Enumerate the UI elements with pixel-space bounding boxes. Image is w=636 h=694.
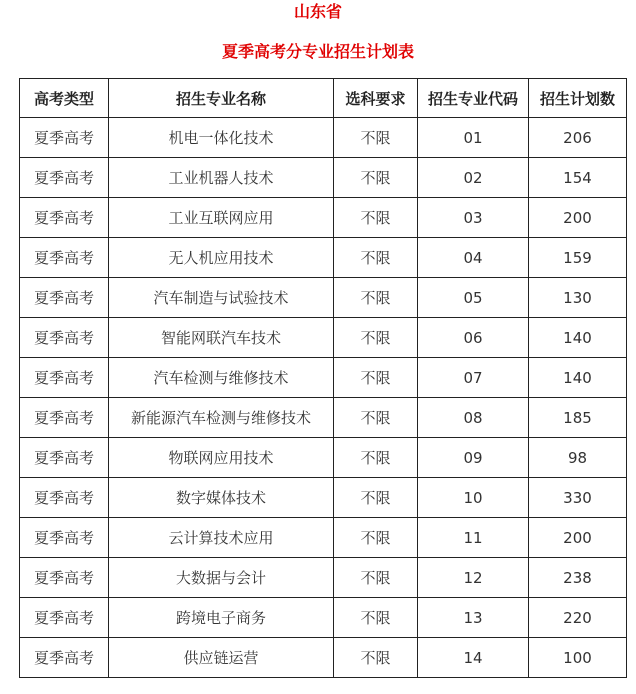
cell-subject-requirement: 不限 xyxy=(334,158,418,198)
cell-exam-type: 夏季高考 xyxy=(20,478,109,518)
cell-plan-count: 220 xyxy=(529,598,627,638)
cell-major-code: 08 xyxy=(418,398,529,438)
cell-plan-count: 100 xyxy=(529,638,627,678)
cell-exam-type: 夏季高考 xyxy=(20,398,109,438)
cell-major-code: 09 xyxy=(418,438,529,478)
cell-major-name: 工业互联网应用 xyxy=(109,198,334,238)
table-row xyxy=(20,118,627,158)
header-major-code: 招生专业代码 xyxy=(418,79,529,118)
cell-subject-requirement: 不限 xyxy=(334,358,418,398)
cell-subject-requirement: 不限 xyxy=(334,318,418,358)
table-row xyxy=(20,518,627,558)
cell-subject-requirement: 不限 xyxy=(334,438,418,478)
header-plan-count: 招生计划数 xyxy=(529,79,627,118)
table-row xyxy=(20,398,627,438)
cell-major-name: 跨境电子商务 xyxy=(109,598,334,638)
cell-exam-type: 夏季高考 xyxy=(20,518,109,558)
cell-exam-type: 夏季高考 xyxy=(20,438,109,478)
cell-major-code: 01 xyxy=(418,118,529,158)
cell-exam-type: 夏季高考 xyxy=(20,358,109,398)
cell-exam-type: 夏季高考 xyxy=(20,278,109,318)
cell-major-name: 数字媒体技术 xyxy=(109,478,334,518)
cell-exam-type: 夏季高考 xyxy=(20,638,109,678)
cell-plan-count: 200 xyxy=(529,518,627,558)
cell-major-code: 05 xyxy=(418,278,529,318)
cell-plan-count: 185 xyxy=(529,398,627,438)
cell-major-code: 10 xyxy=(418,478,529,518)
cell-subject-requirement: 不限 xyxy=(334,198,418,238)
page-title: 夏季高考分专业招生计划表 xyxy=(221,42,414,61)
cell-major-code: 07 xyxy=(418,358,529,398)
cell-plan-count: 159 xyxy=(529,238,627,278)
cell-major-name: 供应链运营 xyxy=(109,638,334,678)
cell-subject-requirement: 不限 xyxy=(334,398,418,438)
cell-major-name: 新能源汽车检测与维修技术 xyxy=(109,398,334,438)
cell-plan-count: 200 xyxy=(529,198,627,238)
table-row xyxy=(20,198,627,238)
table-row xyxy=(20,638,627,678)
cell-plan-count: 98 xyxy=(529,438,627,478)
cell-major-code: 03 xyxy=(418,198,529,238)
cell-exam-type: 夏季高考 xyxy=(20,558,109,598)
table-row xyxy=(20,438,627,478)
cell-major-name: 智能网联汽车技术 xyxy=(109,318,334,358)
cell-exam-type: 夏季高考 xyxy=(20,238,109,278)
table-row xyxy=(20,318,627,358)
cell-major-name: 机电一体化技术 xyxy=(109,118,334,158)
cell-plan-count: 130 xyxy=(529,278,627,318)
table-row xyxy=(20,358,627,398)
cell-major-name: 无人机应用技术 xyxy=(109,238,334,278)
cell-plan-count: 238 xyxy=(529,558,627,598)
cell-major-code: 06 xyxy=(418,318,529,358)
cell-plan-count: 154 xyxy=(529,158,627,198)
header-major-name: 招生专业名称 xyxy=(109,79,334,118)
cell-exam-type: 夏季高考 xyxy=(20,598,109,638)
cell-subject-requirement: 不限 xyxy=(334,598,418,638)
cell-plan-count: 140 xyxy=(529,358,627,398)
cell-major-name: 大数据与会计 xyxy=(109,558,334,598)
table-row xyxy=(20,558,627,598)
enrollment-plan-table xyxy=(19,78,627,678)
cell-major-code: 04 xyxy=(418,238,529,278)
cell-exam-type: 夏季高考 xyxy=(20,158,109,198)
table-row xyxy=(20,478,627,518)
cell-major-name: 汽车检测与维修技术 xyxy=(109,358,334,398)
cell-subject-requirement: 不限 xyxy=(334,638,418,678)
cell-subject-requirement: 不限 xyxy=(334,478,418,518)
cell-plan-count: 140 xyxy=(529,318,627,358)
cell-major-name: 云计算技术应用 xyxy=(109,518,334,558)
cell-exam-type: 夏季高考 xyxy=(20,118,109,158)
cell-major-name: 汽车制造与试验技术 xyxy=(109,278,334,318)
cell-subject-requirement: 不限 xyxy=(334,118,418,158)
cell-subject-requirement: 不限 xyxy=(334,278,418,318)
cell-major-code: 02 xyxy=(418,158,529,198)
cell-major-name: 物联网应用技术 xyxy=(109,438,334,478)
cell-subject-requirement: 不限 xyxy=(334,238,418,278)
cell-major-name: 工业机器人技术 xyxy=(109,158,334,198)
table-row xyxy=(20,598,627,638)
cell-subject-requirement: 不限 xyxy=(334,518,418,558)
header-subject-requirement: 选科要求 xyxy=(334,79,418,118)
cell-major-code: 14 xyxy=(418,638,529,678)
header-exam-type: 高考类型 xyxy=(20,79,109,118)
table-row xyxy=(20,278,627,318)
cell-plan-count: 206 xyxy=(529,118,627,158)
cell-major-code: 11 xyxy=(418,518,529,558)
table-row xyxy=(20,158,627,198)
table-header-row xyxy=(20,79,627,118)
cell-subject-requirement: 不限 xyxy=(334,558,418,598)
cell-plan-count: 330 xyxy=(529,478,627,518)
cell-major-code: 13 xyxy=(418,598,529,638)
cell-major-code: 12 xyxy=(418,558,529,598)
table-row xyxy=(20,238,627,278)
cell-exam-type: 夏季高考 xyxy=(20,198,109,238)
cell-exam-type: 夏季高考 xyxy=(20,318,109,358)
province-heading: 山东省 xyxy=(293,2,342,21)
